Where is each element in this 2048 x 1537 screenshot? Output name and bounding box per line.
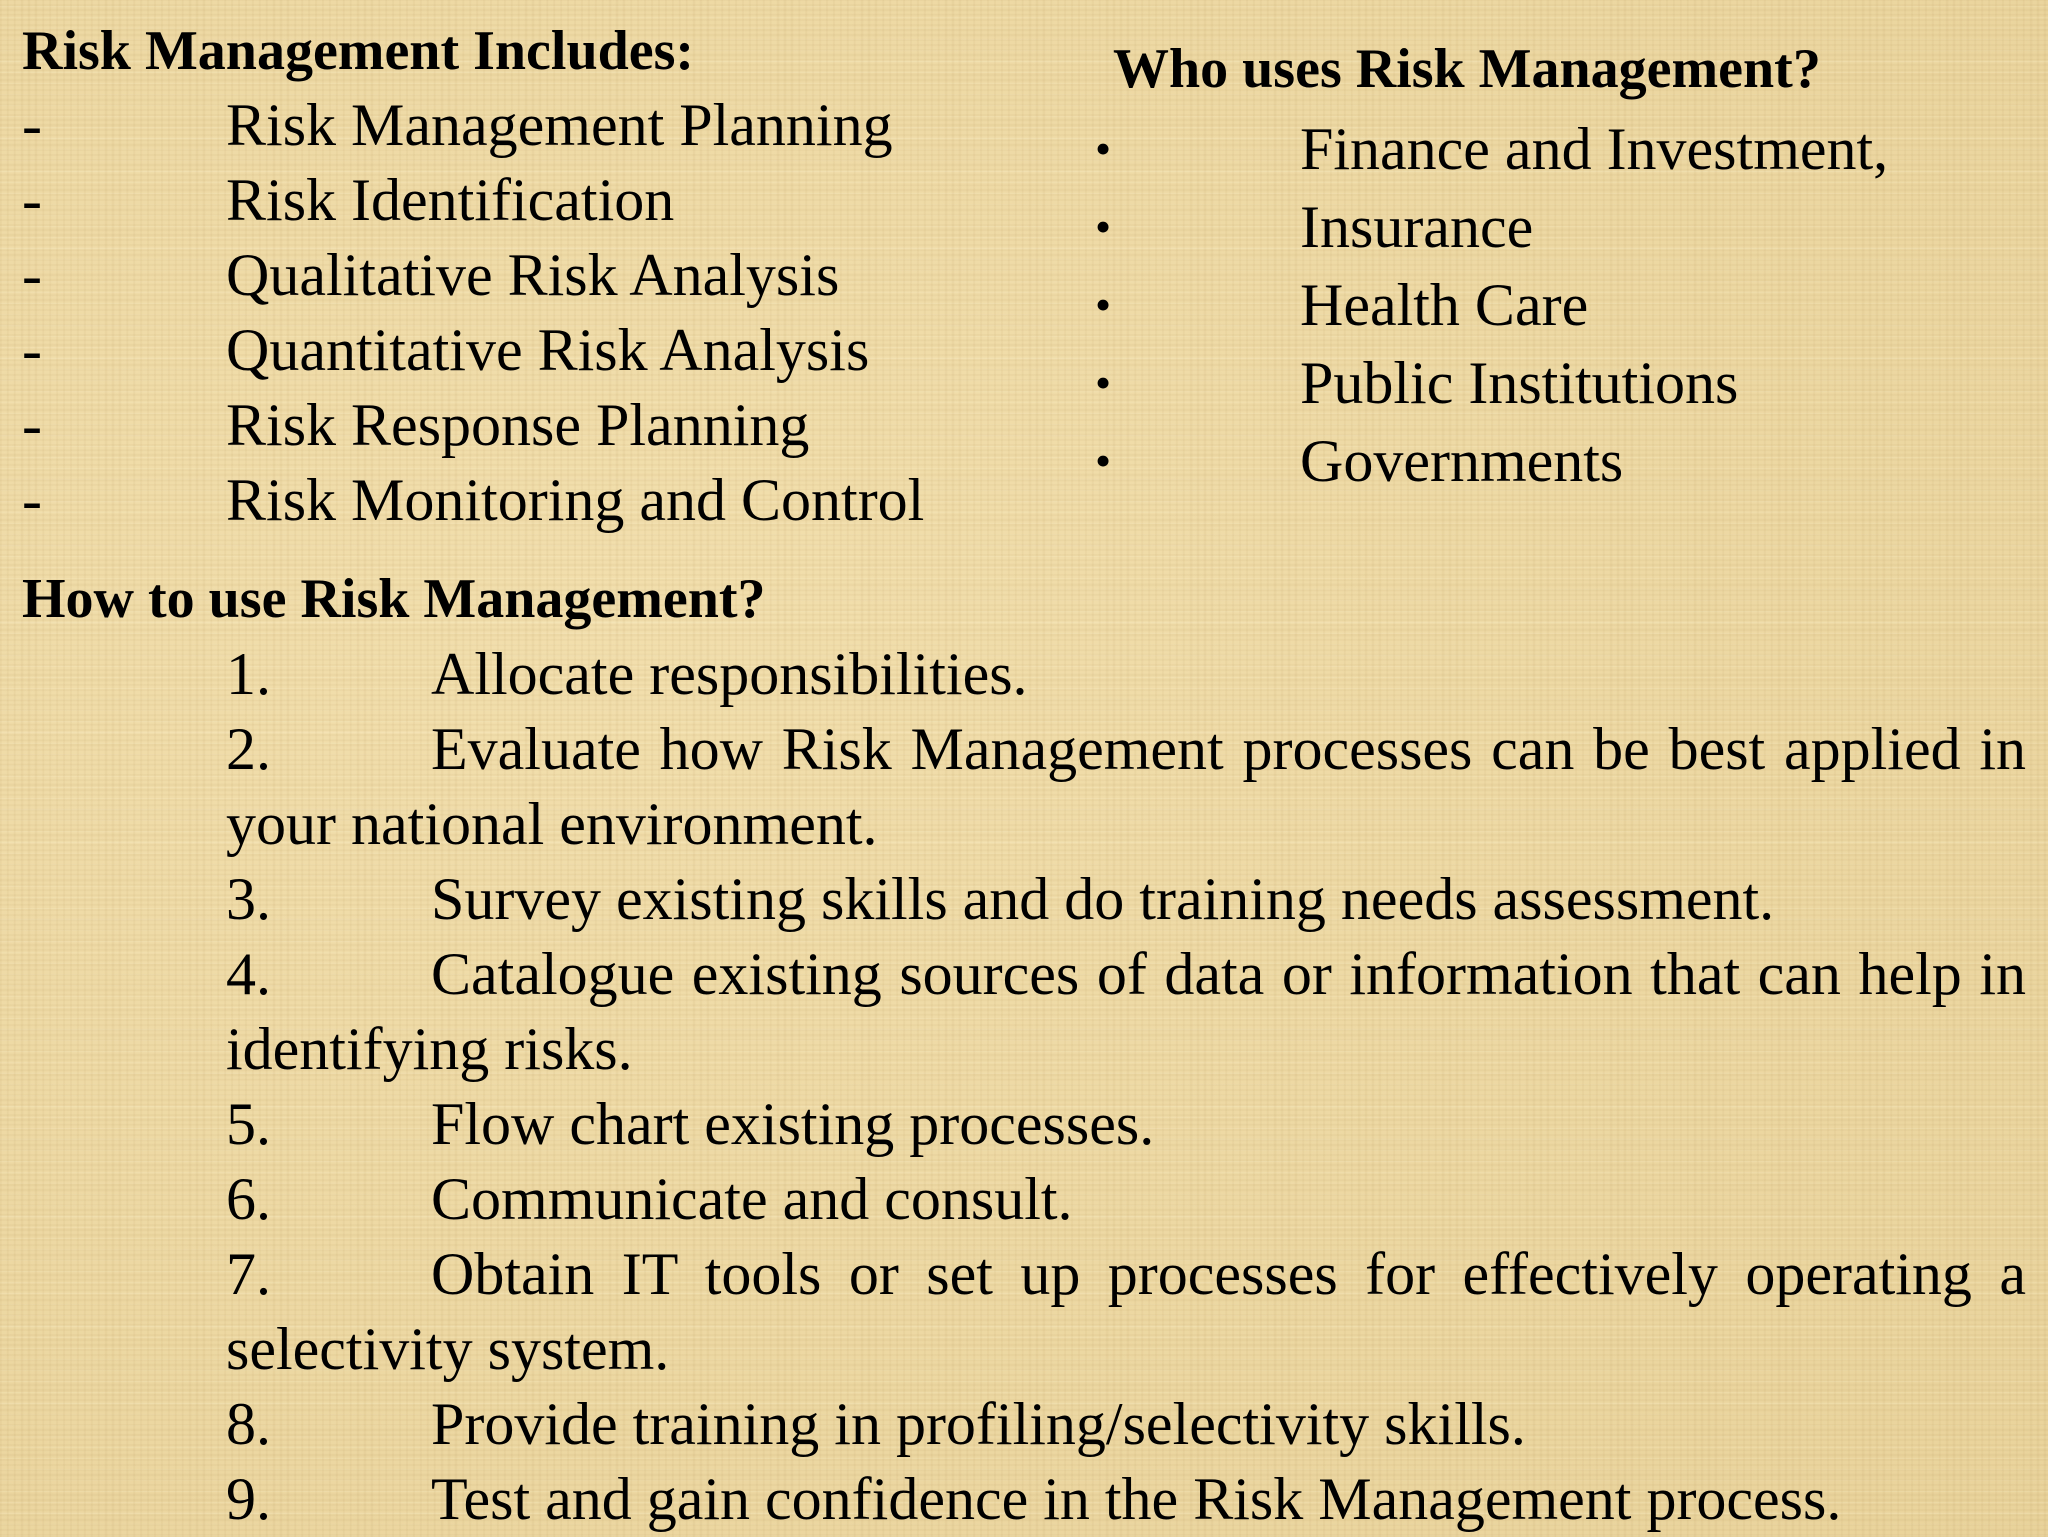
step-text: Test and gain confidence in the Risk Management process. [431,1466,1842,1532]
step-number: 5. [226,1091,271,1157]
step-item [226,1387,2026,1462]
who-uses-item-text: Governments [1300,428,1624,494]
includes-item-text: Risk Monitoring and Control [226,467,925,533]
step-item [226,862,2026,937]
dash-marker: - [22,242,42,308]
step-item [226,1462,2026,1537]
step-number: 3. [226,866,271,932]
includes-item-text: Risk Response Planning [226,392,810,458]
dash-marker: - [22,392,42,458]
step-item [226,637,2026,712]
who-uses-heading: Who uses Risk Management? [1113,38,1821,100]
step-number: 8. [226,1391,271,1457]
includes-item-text: Qualitative Risk Analysis [226,242,840,308]
dash-marker: - [22,467,42,533]
bullet-icon: • [1095,435,1112,486]
dash-marker: - [22,317,42,383]
step-text: Provide training in profiling/selectivity skills. [431,1391,1526,1457]
includes-item-text: Quantitative Risk Analysis [226,317,870,383]
step-text: Allocate responsibilities. [431,641,1028,707]
step-text: Evaluate how Risk Management processes can be best applied in your national environment. [226,716,2026,857]
how-to-use-heading: How to use Risk Management? [22,568,766,630]
step-text: Survey existing skills and do training needs assessment. [431,866,1775,932]
dash-marker: - [22,92,42,158]
who-uses-item-text: Public Institutions [1300,350,1739,416]
step-number: 1. [226,641,271,707]
who-uses-item-text: Finance and Investment, [1300,116,1889,182]
step-text: Flow chart existing processes. [431,1091,1155,1157]
step-number: 6. [226,1166,271,1232]
who-uses-item-text: Insurance [1300,194,1534,260]
bullet-icon: • [1095,123,1112,174]
step-number: 4. [226,941,271,1007]
bullet-icon: • [1095,201,1112,252]
step-number: 9. [226,1466,271,1532]
bullet-icon: • [1095,357,1112,408]
step-text: Catalogue existing sources of data or information that can help in identifying risks. [226,941,2026,1082]
includes-item-text: Risk Management Planning [226,92,893,158]
who-uses-item-text: Health Care [1300,272,1589,338]
bullet-icon: • [1095,279,1112,330]
step-item [226,712,2026,862]
step-item [226,1162,2026,1237]
step-text: Communicate and consult. [431,1166,1073,1232]
includes-item-text: Risk Identification [226,167,675,233]
step-item [226,1087,2026,1162]
dash-marker: - [22,167,42,233]
step-number: 7. [226,1241,271,1307]
step-text: Obtain IT tools or set up processes for effectively operating a selectivity system. [226,1241,2026,1382]
step-number: 2. [226,716,271,782]
includes-heading: Risk Management Includes: [22,20,695,82]
step-item [226,1237,2026,1387]
how-to-use-steps [226,637,2026,1537]
step-item [226,937,2026,1087]
